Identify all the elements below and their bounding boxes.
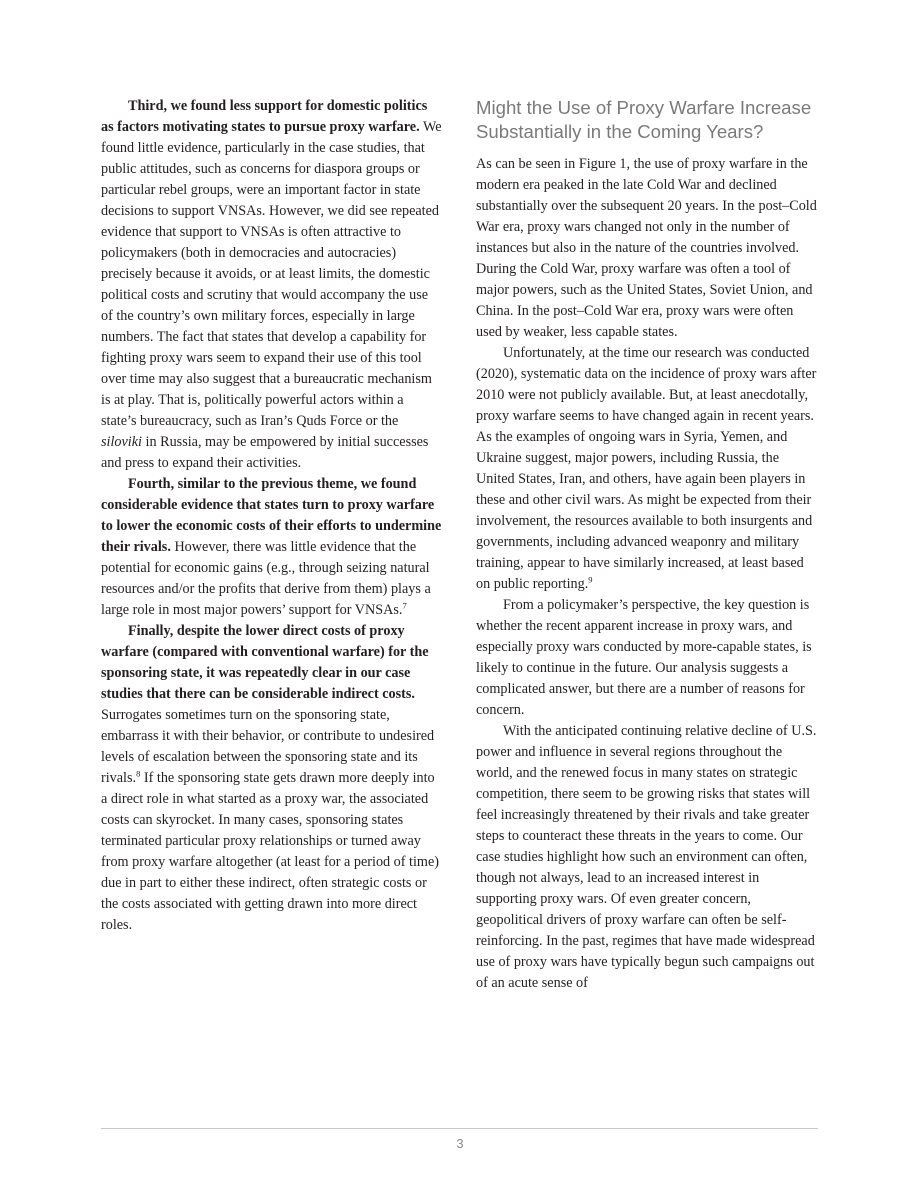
paragraph-domestic-politics	[101, 96, 442, 474]
paragraph-lead-bold: Fourth, similar to the previous theme, we found considerable evidence that states turn to proxy warfare to lower the economic costs of their efforts to undermine their rivals.	[101, 476, 442, 555]
paragraph-indirect-costs	[101, 621, 442, 936]
footer-divider	[101, 1128, 818, 1129]
paragraph-text: We found little evidence, particularly in the case studies, that public attitudes, such as concerns for diaspora groups or particular rebel groups, were an important factor in state decisions to support VNSAs. However, we did see repeated evidence that support to VNSAs is often attractive to policymakers (both in democracies and autocracies) precisely because it avoids, or at least limits, the domestic political costs and scrutiny that would accompany the use of the country’s own military forces, especially in large numbers. The fact that states that develop a capability for fighting proxy wars seem to expand their use of this tool over time may also suggest that a bureaucratic mechanism is at play. That is, politically powerful actors within a state’s bureaucracy, such as Iran’s Quds Force or the	[101, 119, 442, 429]
page-number: 3	[456, 1136, 464, 1151]
footnote-ref-9[interactable]: 9	[588, 574, 593, 585]
paragraph-text-end: in Russia, may be empowered by initial successes and press to expand their activities.	[101, 434, 429, 471]
footnote-ref-7[interactable]: 7	[402, 600, 407, 611]
paragraph-text: Unfortunately, at the time our research was conducted (2020), systematic data on the incidence of proxy wars after 2010 were not publicly available. But, at least anecdotally, proxy warfare seems to have changed again in recent years. As the examples of ongoing wars in Syria, Yemen, and Ukraine suggest, major powers, including Russia, the United States, Iran, and others, have again been players in these and other civil wars. As might be expected from their involvement, the resources available to both insurgents and governments, including advanced weaponry and military training, appear to have similarly increased, at least based on public reporting.	[476, 345, 817, 592]
paragraph-concerns: With the anticipated continuing relative decline of U.S. power and influence in several regions throughout the world, and the renewed focus in many states on strategic competition, there seem to be growing risks that states will feel increasingly threatened by their rivals and take greater steps to counteract these threats in the years to come. Our case studies highlight how such an environment can often, though not always, lead to an increased interest in supporting proxy wars. Of even greater concern, geopolitical drivers of proxy warfare can often be self-reinforcing. In the past, regimes that have made widespread use of proxy wars have typically begun such campaigns out of an acute sense of	[476, 723, 817, 991]
paragraph-lead-bold: Third, we found less support for domestic politics as factors motivating states to pursue proxy warfare.	[101, 98, 428, 135]
paragraph-economic-costs	[101, 474, 442, 621]
footnote-ref-8[interactable]: 8	[136, 768, 141, 779]
paragraph-policymaker-question: From a policymaker’s perspective, the key question is whether the recent apparent increase in proxy wars, and especially proxy wars conducted by more-capable states, is likely to continue in the future. Our analysis suggests a complicated answer, but there are a number of reasons for concern.	[476, 597, 812, 718]
paragraph-text: Surrogates sometimes turn on the sponsoring state, embarrass it with their behavior, or contribute to undesired levels of escalation between the sponsoring state and its rivals.	[101, 707, 435, 786]
paragraph-lead-bold: Finally, despite the lower direct costs of proxy warfare (compared with conventional warfare) for the sponsoring state, it was repeatedly clear in our case studies that there can be considerable indirect costs.	[101, 623, 429, 702]
paragraph-text: However, there was little evidence that the potential for economic gains (e.g., through seizing natural resources and/or the profits that derive from them) plays a large role in most major powers’ support for VNSAs.	[101, 539, 431, 618]
section-heading: Might the Use of Proxy Warfare Increase Substantially in the Coming Years?	[476, 97, 812, 142]
paragraph-text-end: If the sponsoring state gets drawn more deeply into a direct role in what started as a proxy war, the associated costs can skyrocket. In many cases, sponsoring states terminated particular proxy relationships or turned away from proxy warfare altogether (at least for a period of time) due in part to either these indirect, often strategic costs or the costs associated with getting drawn into more direct roles.	[101, 770, 439, 933]
paragraph-figure-1: As can be seen in Figure 1, the use of proxy warfare in the modern era peaked in the late Cold War and declined substantially over the subsequent 20 years. In the post–Cold War era, proxy wars changed not only in the number of instances but also in the nature of the countries involved. During the Cold War, proxy warfare was often a tool of major powers, such as the United States, Soviet Union, and China. In the post–Cold War era, proxy wars were often used by weaker, less capable states.	[476, 156, 817, 340]
paragraph-recent-changes	[476, 343, 818, 595]
left-column	[101, 96, 442, 936]
italic-term: siloviki	[101, 434, 142, 450]
right-column	[476, 96, 818, 994]
